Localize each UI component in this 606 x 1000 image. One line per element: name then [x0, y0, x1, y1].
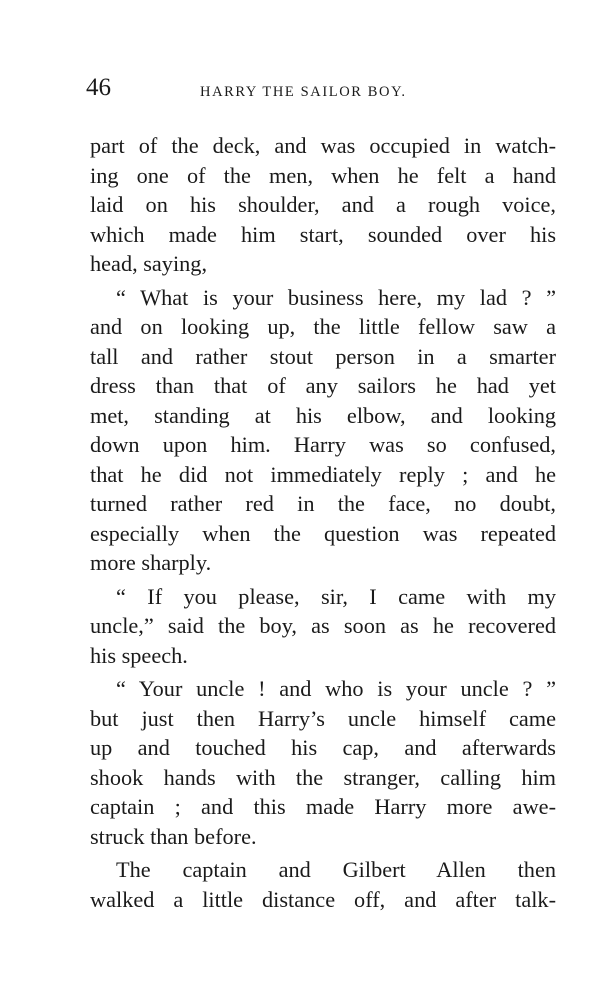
page-header: [86, 72, 556, 112]
text-line: which made him start, sounded over his: [90, 221, 556, 247]
text-line: uncle,” said the boy, as soon as he recovered: [90, 613, 556, 638]
text-line: ing one of the men, when he felt a hand: [90, 162, 556, 188]
text-line: his speech.: [90, 642, 188, 668]
text-line: down upon him. Harry was so confused,: [90, 432, 556, 457]
text-line: captain ; and this made Harry more awe-: [90, 794, 556, 819]
text-line: more sharply.: [90, 550, 212, 575]
text-line: but just then Harry’s uncle himself came: [90, 705, 556, 731]
text-line: up and touched his cap, and afterwards: [90, 735, 556, 760]
text-line: especially when the question was repeated: [90, 520, 556, 546]
running-title: HARRY THE SAILOR BOY.: [200, 84, 407, 100]
text-line: turned rather red in the face, no doubt,: [90, 491, 556, 516]
text-line: head, saying,: [90, 251, 208, 276]
text-line: “ If you please, sir, I came with my: [116, 583, 556, 609]
text-line: tall and rather stout person in a smarter: [90, 343, 556, 369]
body-text: [90, 131, 556, 914]
text-line: “ What is your business here, my lad ? ”: [116, 284, 556, 310]
text-line: dress than that of any sailors he had yet: [90, 373, 556, 398]
page-number: 46: [86, 74, 111, 101]
text-line: that he did not immediately reply ; and he: [90, 461, 556, 487]
text-line: struck than before.: [90, 823, 257, 849]
text-line: met, standing at his elbow, and looking: [90, 402, 556, 428]
text-line: The captain and Gilbert Allen then: [116, 857, 556, 882]
text-line: laid on his shoulder, and a rough voice,: [90, 192, 556, 217]
text-line: “ Your uncle ! and who is your uncle ? ”: [116, 676, 556, 701]
text-line: part of the deck, and was occupied in watch-: [90, 133, 556, 158]
text-line: and on looking up, the little fellow saw a: [90, 314, 556, 339]
text-line: walked a little distance off, and after talk-: [90, 886, 556, 912]
text-line: shook hands with the stranger, calling him: [90, 764, 556, 790]
